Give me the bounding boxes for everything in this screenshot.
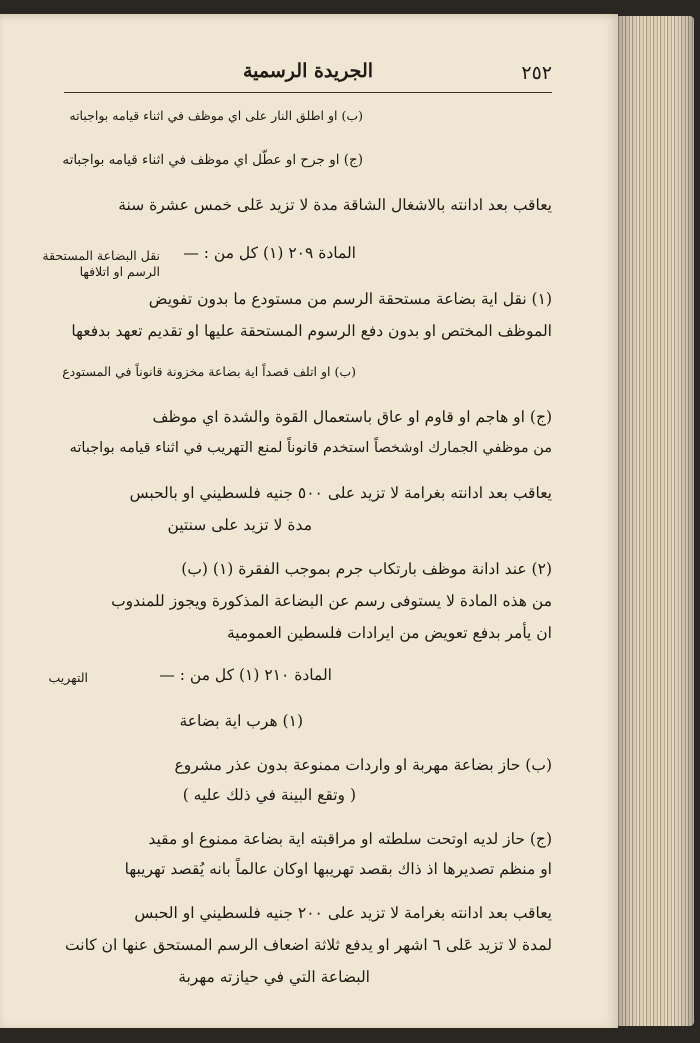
text-line: (ج) او هاجم او قاوم او عاق باستعمال القوة والشدة اي موظف bbox=[152, 408, 552, 426]
text-line: (١) نقل اية بضاعة مستحقة الرسم من مستودع ما بدون تفويض bbox=[148, 290, 552, 308]
text-line: او منظم تصديرها اذ ذاك بقصد تهريبها اوكان عالماً بانه يُقصد تهريبها bbox=[124, 860, 552, 878]
article-heading: المادة ٢٠٩ (١) كل من : — bbox=[183, 244, 356, 262]
margin-note-goods-transfer: نقل البضاعة المستحقة الرسم او اتلافها bbox=[42, 248, 160, 280]
text-line: (ب) او اتلف قصداً اية بضاعة مخزونة قانوناً في المستودع bbox=[62, 364, 356, 379]
text-line: الموظف المختص او بدون دفع الرسوم المستحقة عليها او تقديم تعهد بدفعها bbox=[71, 322, 552, 340]
running-title: الجريدة الرسمية bbox=[242, 60, 374, 82]
text-line: (ب) او اطلق النار على اي موظف في اثناء قيامه بواجباته bbox=[69, 108, 363, 123]
text-line: (٢) عند ادانة موظف بارتكاب جرم بموجب الفقرة (١) (ب) bbox=[181, 560, 552, 578]
text-line: ( وتقع البينة في ذلك عليه ) bbox=[182, 786, 356, 804]
text-line: مدة لا تزيد على سنتين bbox=[167, 516, 312, 534]
text-line: يعاقب بعد ادانته بالاشغال الشاقة مدة لا تزيد عَلى خمس عشرة سنة bbox=[118, 196, 552, 214]
page-edges-shadow bbox=[612, 16, 694, 1026]
text-line: يعاقب بعد ادانته بغرامة لا تزيد على ٥٠٠ جنيه فلسطيني او بالحبس bbox=[129, 484, 552, 502]
text-line: (ب) حاز بضاعة مهربة او واردات ممنوعة بدون عذر مشروع bbox=[174, 756, 552, 774]
text-line: ان يأمر بدفع تعويض من ايرادات فلسطين العمومية bbox=[227, 624, 552, 642]
text-line: يعاقب بعد ادانته بغرامة لا تزيد على ٢٠٠ جنيه فلسطيني او الحبس bbox=[134, 904, 552, 922]
text-line: (ج) او جرح او عطّل اي موظف في اثناء قيامه بواجباته bbox=[62, 152, 363, 168]
page-number: ٢٥٢ bbox=[521, 62, 552, 84]
text-line: (١) هرب اية بضاعة bbox=[179, 712, 303, 730]
text-line: (ج) حاز لديه اوتحت سلطته او مراقبته اية بضاعة ممنوع او مقيد bbox=[148, 830, 552, 848]
text-line: من هذه المادة لا يستوفى رسم عن البضاعة المذكورة ويجوز للمندوب bbox=[111, 592, 552, 610]
text-line: من موظفي الجمارك اوشخصاً استخدم قانوناً لمنع التهريب في اثناء قيامه بواجباته bbox=[69, 440, 552, 456]
document-page bbox=[0, 14, 618, 1028]
page-header bbox=[64, 60, 552, 93]
text-line: البضاعة التي في حيازته مهربة bbox=[178, 968, 370, 986]
text-line: لمدة لا تزيد عَلى ٦ اشهر او يدفع ثلاثة اضعاف الرسم المستحق عنها ان كانت bbox=[65, 936, 552, 954]
article-heading: المادة ٢١٠ (١) كل من : — bbox=[159, 666, 332, 684]
margin-note-smuggling: التهريب bbox=[48, 670, 88, 685]
